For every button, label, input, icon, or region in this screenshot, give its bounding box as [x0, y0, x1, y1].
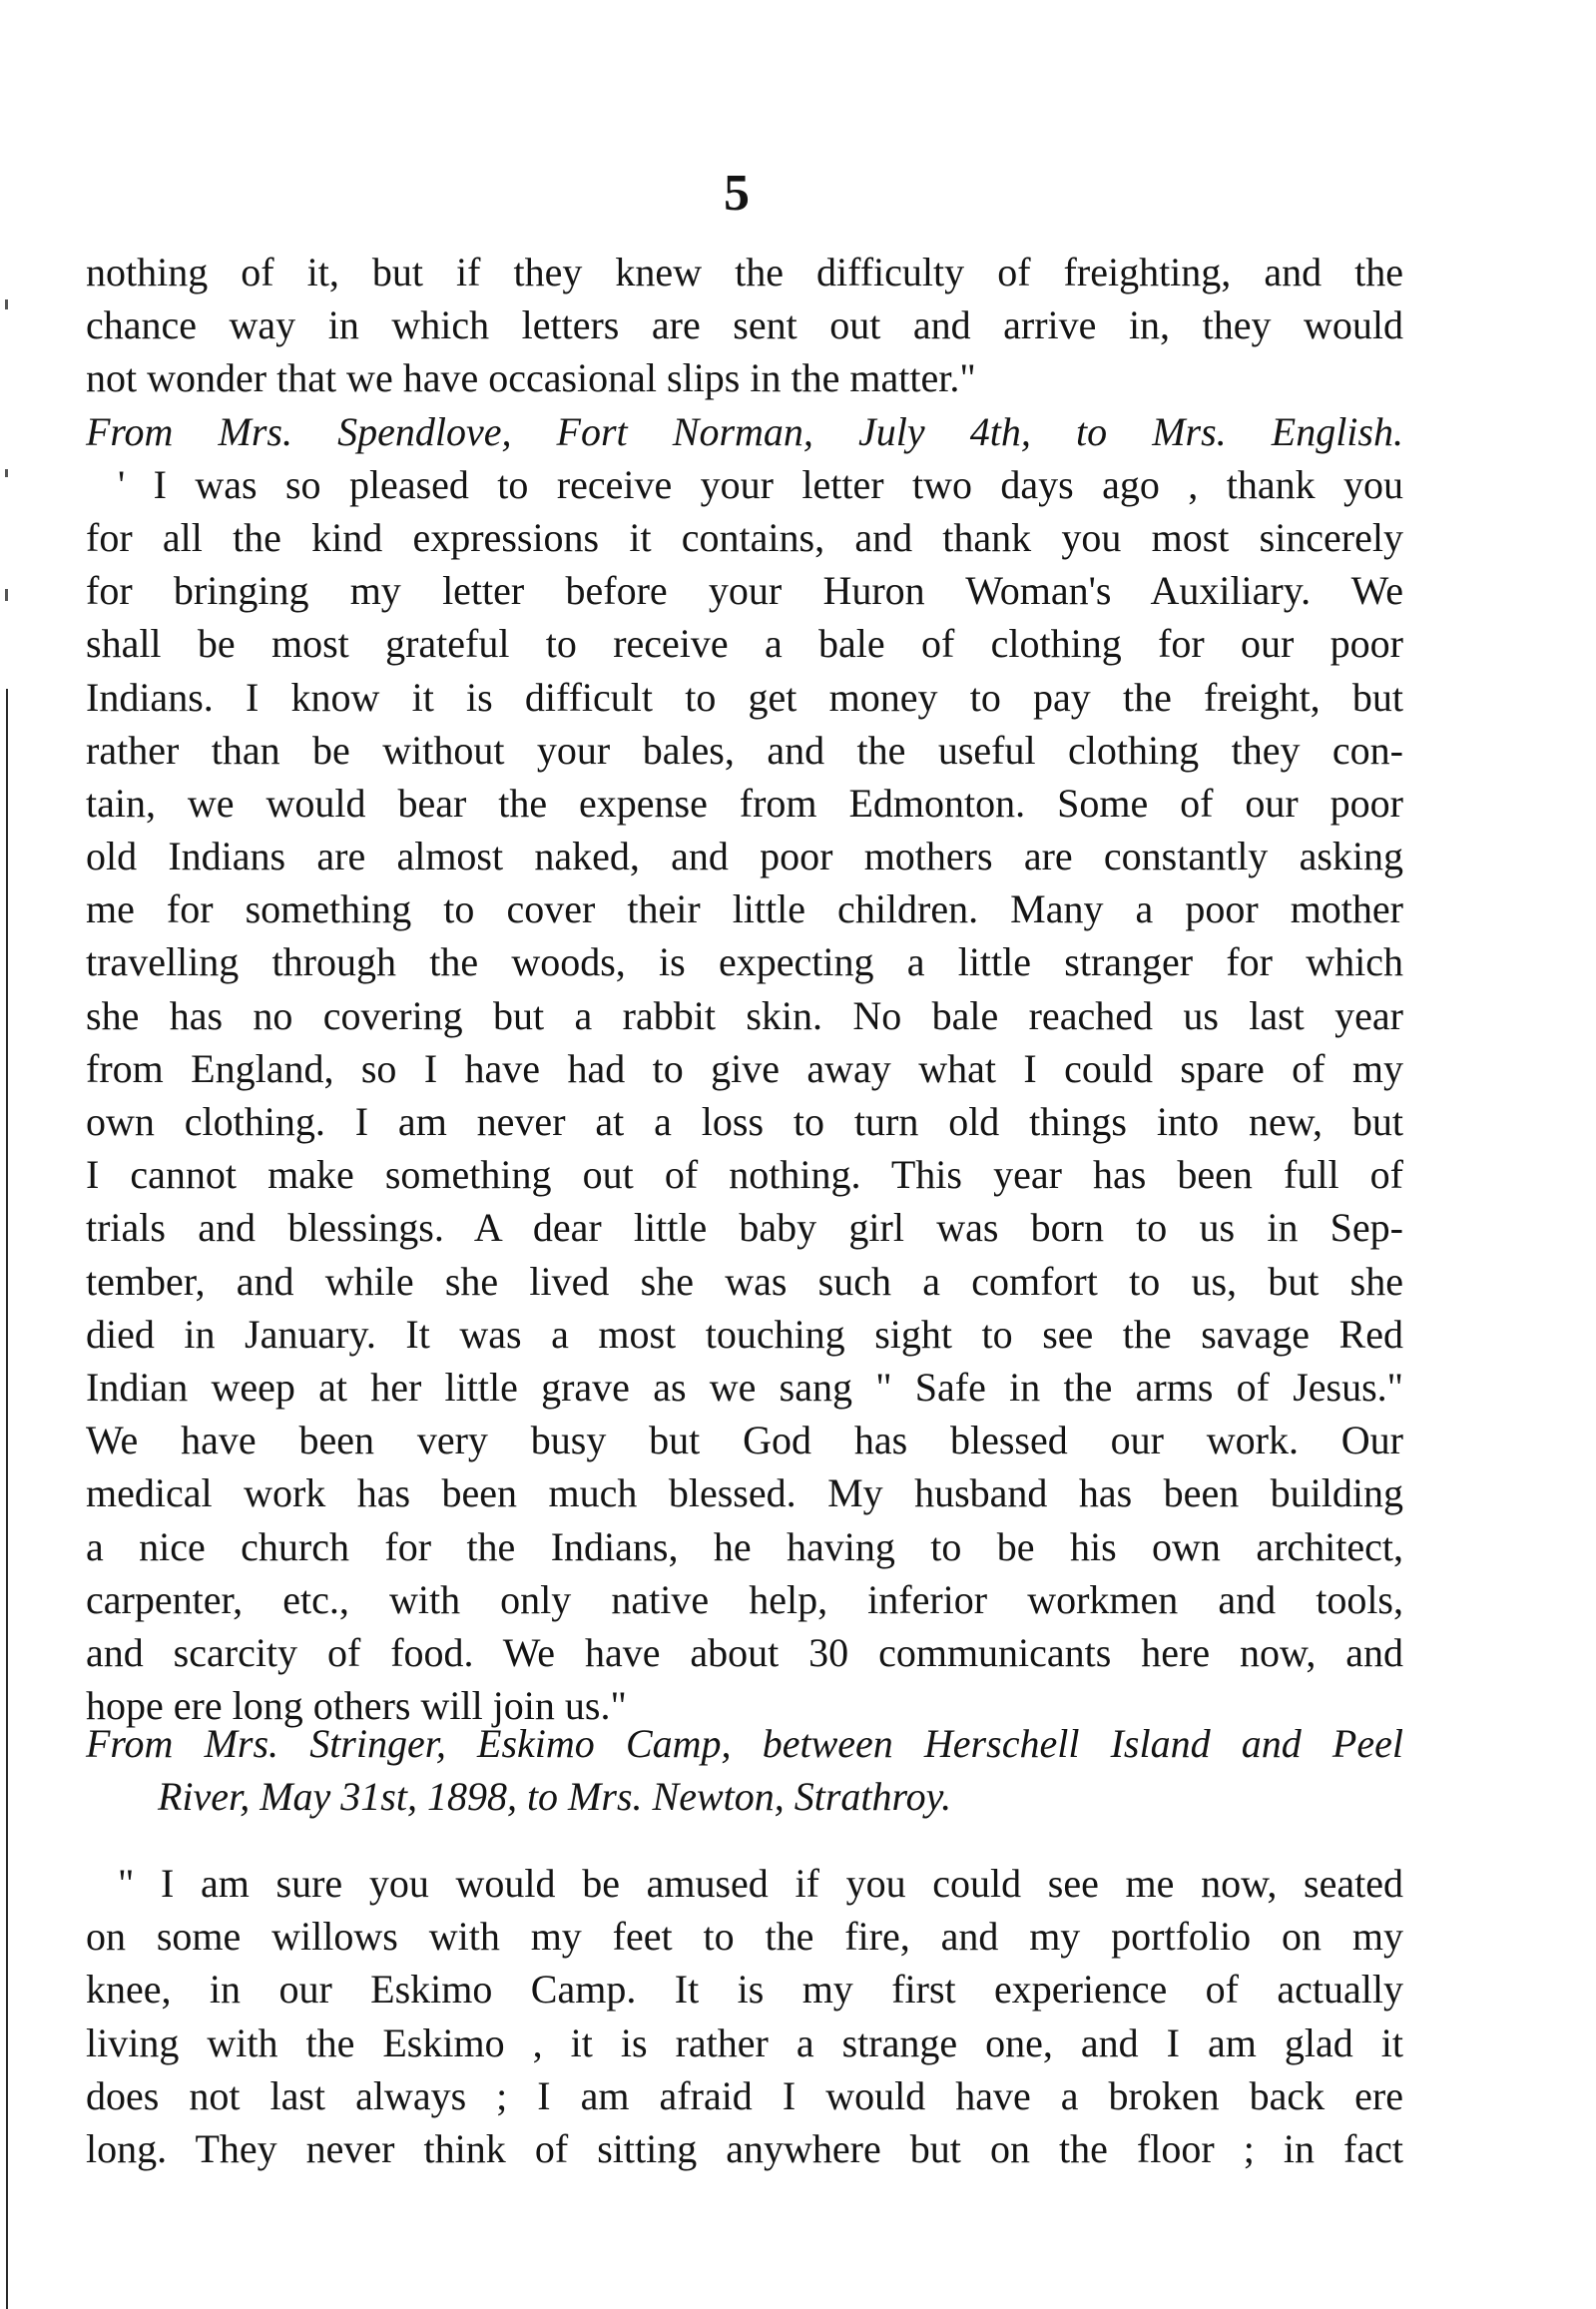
text-line: carpenter, etc., with only native help, inferior workmen and tools,: [86, 1576, 1403, 1622]
letter-heading-block: [86, 1717, 1403, 1823]
letter-text-block: [86, 1857, 1403, 2175]
letter-heading: From Mrs. Stringer, Eskimo Camp, between Herschell Island and Peel: [86, 1721, 1403, 1766]
text-line: on some willows with my feet to the fire, and my portfolio on my: [86, 1914, 1403, 1960]
text-line: and scarcity of food. We have about 30 communicants here now, and: [86, 1629, 1403, 1675]
text-line: tember, and while she lived she was such a comfort to us, but she: [86, 1258, 1403, 1304]
text-line: me for something to cover their little children. Many a poor mother: [86, 886, 1403, 932]
text-line: died in January. It was a most touching sight to see the savage Red: [86, 1311, 1403, 1357]
letter-heading: From Mrs. Spendlove, Fort Norman, July 4th, to Mrs. English.: [86, 408, 1403, 454]
text-line: does not last always ; I am afraid I would have a broken back ere: [86, 2072, 1403, 2118]
text-line: chance way in which letters are sent out and arrive in, they would: [86, 302, 1403, 348]
text-line: old Indians are almost naked, and poor mothers are constantly asking: [86, 834, 1403, 879]
text-line: not wonder that we have occasional slips in the matter.": [86, 355, 976, 401]
text-line: long. They never think of sitting anywhere but on the floor ; in fact: [86, 2125, 1403, 2171]
text-line: living with the Eskimo , it is rather a strange one, and I am glad it: [86, 2020, 1403, 2065]
text-line: We have been very busy but God has blessed our work. Our: [86, 1418, 1403, 1463]
text-line: own clothing. I am never at a loss to turn old things into new, but: [86, 1099, 1403, 1144]
letter-heading: River, May 31st, 1898, to Mrs. Newton, Strathroy.: [158, 1774, 952, 1820]
page-number: 5: [724, 165, 750, 222]
text-line: hope ere long others will join us.": [86, 1683, 627, 1729]
text-line: Indian weep at her little grave as we sang " Safe in the arms of Jesus.": [86, 1364, 1403, 1410]
text-line: nothing of it, but if they knew the difficulty of freighting, and the: [86, 250, 1403, 294]
text-line: shall be most grateful to receive a bale of clothing for our poor: [86, 621, 1403, 667]
page-left-edge: [6, 689, 8, 2309]
text-line: she has no covering but a rabbit skin. No bale reached us last year: [86, 992, 1403, 1038]
text-line: knee, in our Eskimo Camp. It is my first experience of actually: [86, 1967, 1403, 2013]
text-line: medical work has been much blessed. My husband has been building: [86, 1470, 1403, 1516]
edge-speck: [5, 469, 8, 477]
text-line: for bringing my letter before your Huron Woman's Auxiliary. We: [86, 568, 1403, 614]
text-line: from England, so I have had to give away what I could spare of my: [86, 1045, 1403, 1091]
text-line: for all the kind expressions it contains, and thank you most sincerely: [86, 514, 1403, 560]
edge-speck: [5, 589, 8, 601]
text-line: rather than be without your bales, and the useful clothing they con-: [86, 727, 1403, 773]
text-line: " I am sure you would be amused if you could see me now, seated: [118, 1861, 1403, 1906]
edge-speck: [5, 299, 8, 309]
text-line: I cannot make something out of nothing. This year has been full of: [86, 1152, 1403, 1198]
text-line: Indians. I know it is difficult to get money to pay the freight, but: [86, 674, 1403, 720]
letter-text-block: [86, 246, 1403, 1732]
text-line: trials and blessings. A dear little baby girl was born to us in Sep-: [86, 1205, 1403, 1251]
text-line: tain, we would bear the expense from Edmonton. Some of our poor: [86, 780, 1403, 826]
text-line: travelling through the woods, is expecting a little stranger for which: [86, 939, 1403, 985]
text-line: ' I was so pleased to receive your letter two days ago , thank you: [118, 461, 1403, 507]
text-line: a nice church for the Indians, he having to be his own architect,: [86, 1523, 1403, 1569]
